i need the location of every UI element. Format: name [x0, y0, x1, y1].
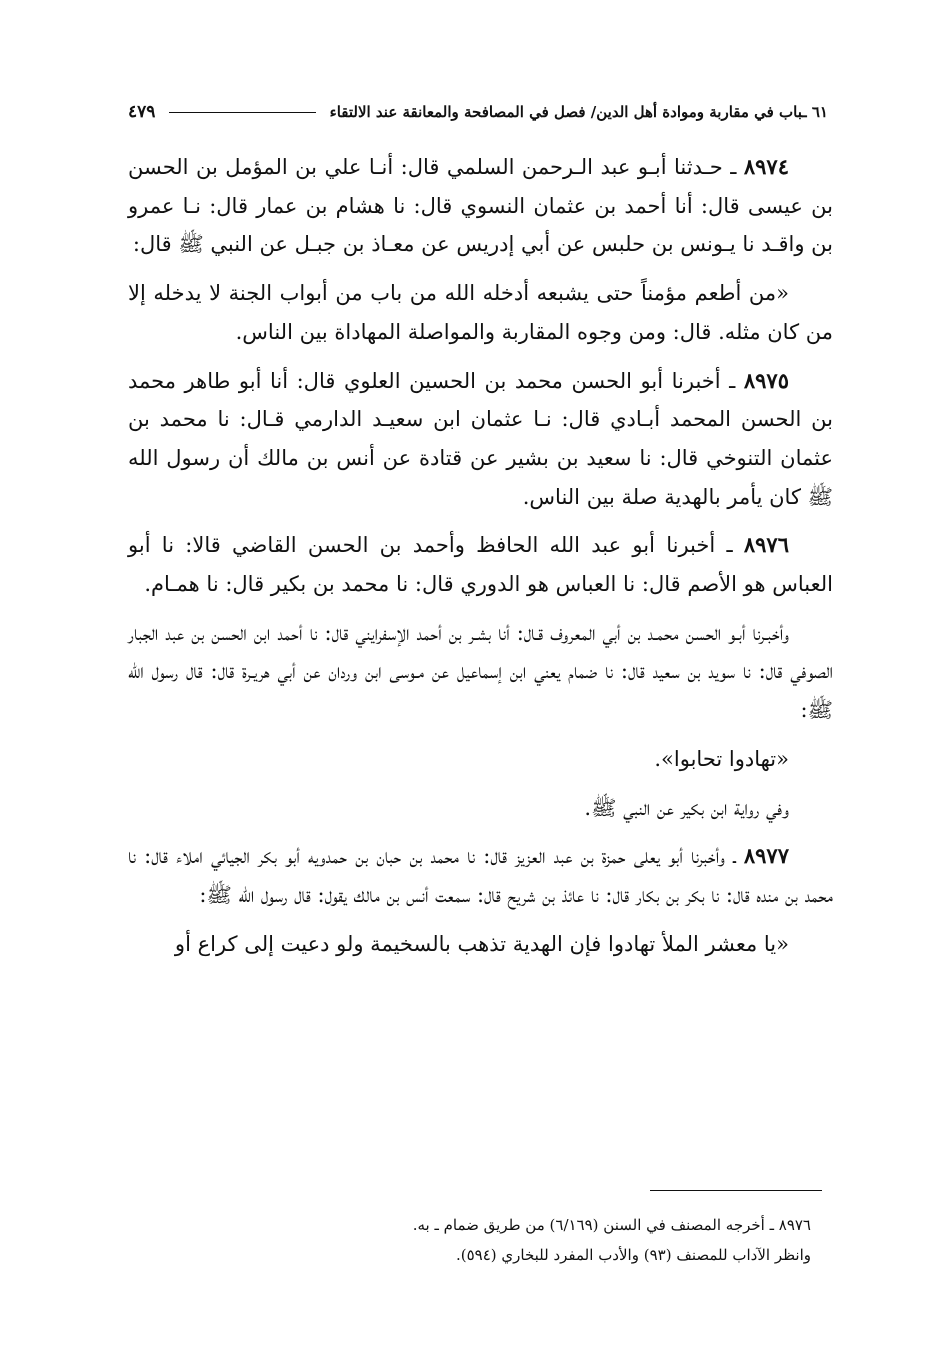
footnote-rule: [650, 1190, 822, 1191]
footnote: ٨٩٧٦ ـ أخرجه المصنف في السنن (٦/١٦٩) من طريق ضمام ـ به.: [412, 1216, 811, 1234]
page-number: ٤٧٩: [128, 102, 156, 122]
paragraph-text: ـ أخبرنا أبو عبد الله الحافظ وأحمد بن الحسن القاضي قالا: نا أبو العباس هو الأصم قال: نا العباس هو الدوري قال: نا محمد بن بكير قال: نا همـام.: [128, 533, 833, 597]
paragraph: [128, 526, 833, 603]
paragraph-text: ـ حـدثنا أبـو عبد الـرحمن السلمي قال: أنـا علي بن المؤمل بن الحسن بن عيسى قال: أنا أحمد بن عثمان النسوي قال: نا هشام بن عمار قال: نـا عمرو بن واقـد نا يـونس بن حلبس عن أبي إدريس عن معـاذ بن جبـل عن النبي ﷺ قال:: [128, 155, 833, 257]
header-rule: [169, 112, 315, 113]
paragraph: [128, 148, 833, 264]
footnote: وانظر الآداب للمصنف (٩٣) والأدب المفرد للبخاري (٥٩٤).: [455, 1246, 811, 1264]
paragraph: [128, 925, 833, 964]
paragraph: [128, 362, 833, 517]
footnotes: [128, 1210, 833, 1270]
paragraph-text: «من أطعم مؤمناً حتى يشبعه أدخله الله من باب من أبواب الجنة لا يدخله إلا من كان مثله. قال: ومن وجوه المقاربة والمواصلة المهاداة بين الناس.: [128, 281, 833, 344]
paragraph-text: وأخبـرنا أبـو الحسن محمـد بن أبي المعروف قـال: أنا بشـر بن أحمد الإسفرايني قال: نا أحمد ابن الحسن بن عبد الجبار الصوفي قال: نا سويد بن سعيد قال: نا ضمام يعني ابن إسماعيل عن مـوسى ابن وردان عن أبي هريـرة قال: قال رسول الله ﷺ:: [128, 620, 833, 723]
paragraph: [128, 274, 833, 351]
chapter-title: ٦١ ـباب في مقاربة وموادة أهل الدين/ فصل في المصافحة والمعانقة عند الالتقاء: [329, 103, 828, 121]
paragraph-text: «يا معشر الملأ تهادوا فإن الهدية تذهب بالسخيمة ولو دعيت إلى كراع أو: [174, 931, 789, 956]
main-text: [128, 148, 833, 973]
running-header: [128, 92, 828, 132]
paragraph-text: وفي رواية ابن بكير عن النبي ﷺ.: [584, 795, 789, 820]
paragraph-text: «تهادوا تحابوا».: [654, 746, 789, 771]
paragraph: [128, 740, 833, 779]
paragraph-text: ـ وأخبرنا أبو يعلى حمزة بن عبد العزيز قال: نا محمد بن حبان بن حمدويه أبو بكر الجيائي املاء قال: نا محمد بن منده قال: نا بكر بن بكار قال: نا عائذ بن شريح قال: سمعت أنس بن مالك يقول: قال رسول الله ﷺ:: [128, 844, 833, 907]
paragraph-text: ـ أخبرنا أبو الحسن محمد بن الحسين العلوي قال: أنا أبو طاهر محمد بن الحسن المحمد أبـادي قال: نـا عثمان ابن سعيـد الدارمي قـال: نا محمد بن عثمان التنوخي قال: نا سعيد بن بشير عن قتادة عن أنس بن مالك أن رسول الله ﷺ كان يأمر بالهدية صلة بين الناس.: [128, 368, 833, 509]
hadith-number: ٨٩٧٥: [743, 367, 789, 393]
hadith-number: ٨٩٧٤: [743, 154, 789, 179]
hadith-number: ٨٩٧٦: [743, 532, 789, 558]
hadith-number: ٨٩٧٧: [743, 843, 789, 869]
paragraph: [128, 837, 833, 914]
paragraph: [128, 789, 833, 828]
paragraph: [128, 614, 833, 730]
